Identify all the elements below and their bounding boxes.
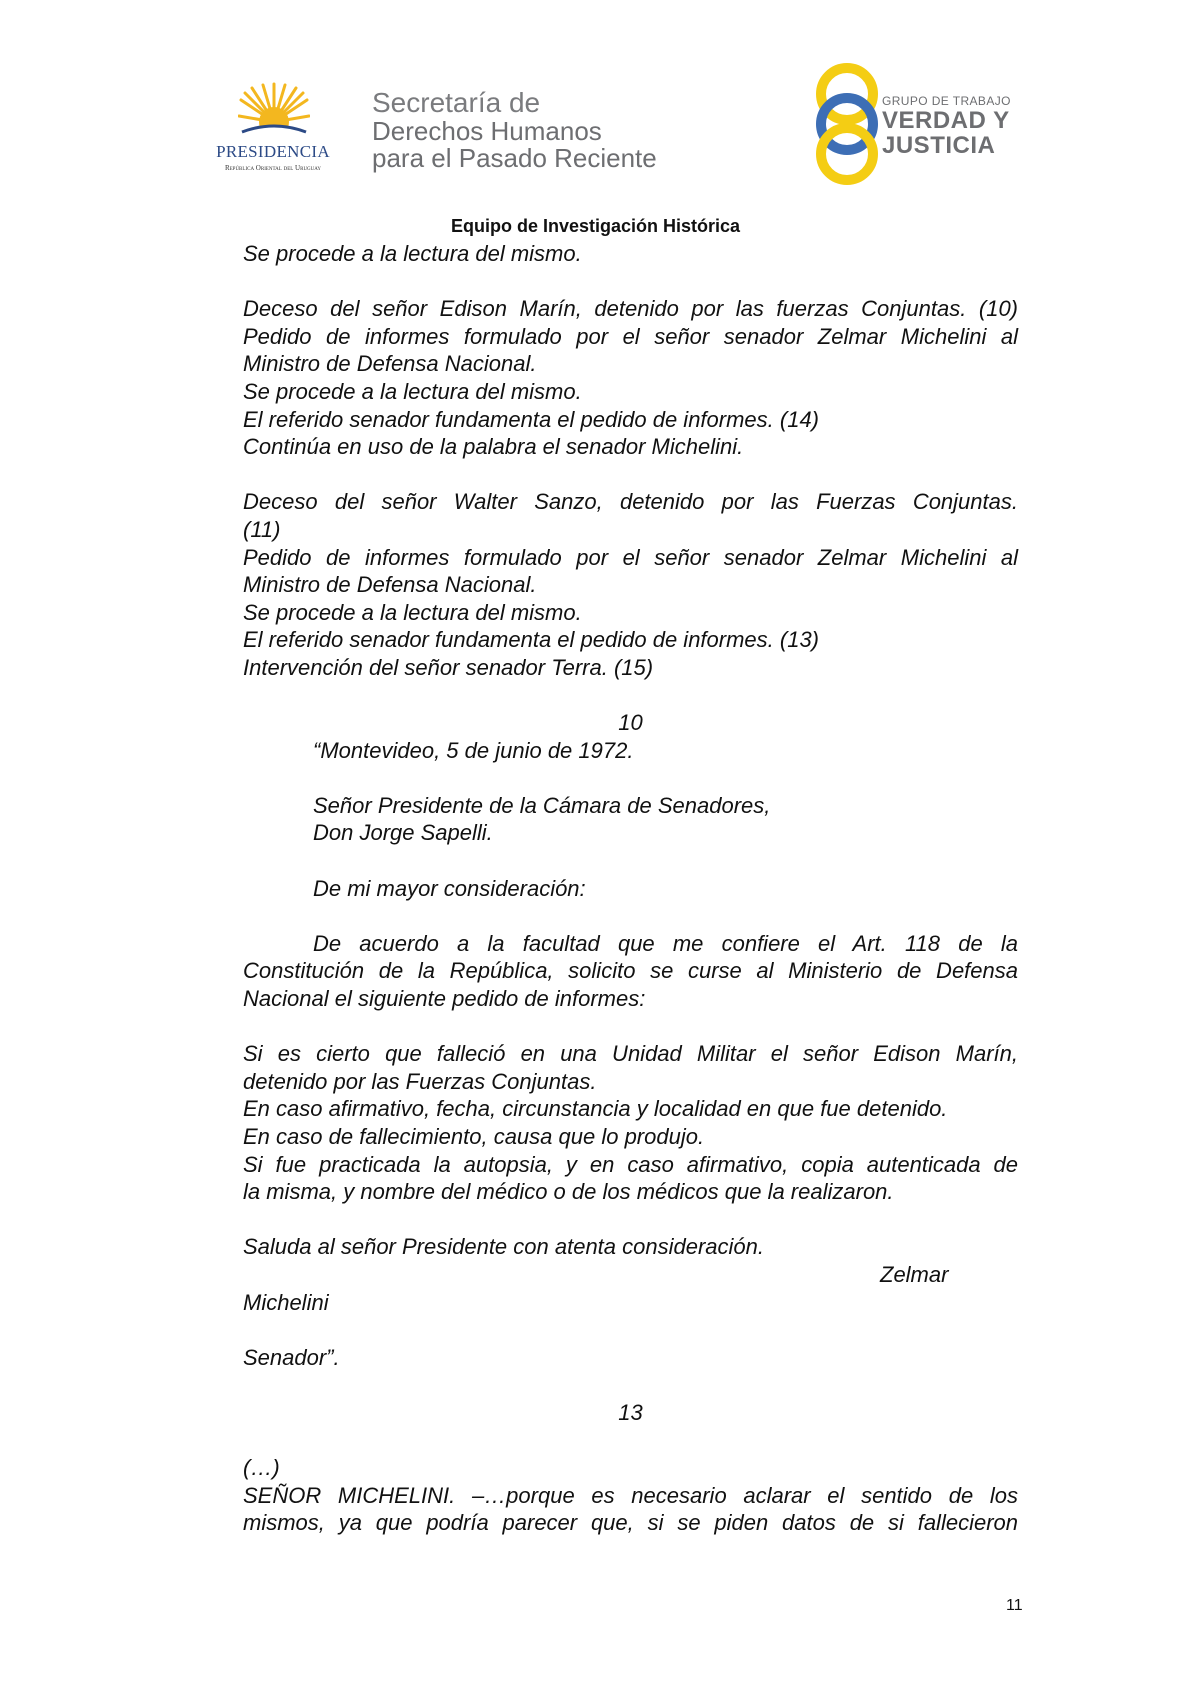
secretaria-logo-text [372, 88, 657, 172]
document-body [243, 240, 1018, 1537]
note-number: 10 [618, 710, 643, 736]
text-line: Se procede a la lectura del mismo. [243, 241, 582, 266]
text-line: Deceso del señor Edison Marín, detenido por las fuerzas Conjuntas. (10) [243, 296, 1018, 322]
text-line: detenido por las Fuerzas Conjuntas. [243, 1068, 597, 1094]
text-line: la misma, y nombre del médico o de los médicos que la realizaron. [243, 1179, 894, 1205]
text-line: SEÑOR MICHELINI. –…porque es necesario aclarar el sentido de los [243, 1482, 1018, 1508]
note-number: 13 [618, 1399, 643, 1425]
page-number: 11 [1006, 1597, 1023, 1614]
text-line: Pedido de informes formulado por el señor senador Zelmar Michelini al [243, 323, 1018, 349]
text-line: En caso afirmativo, fecha, circunstancia y localidad en que fue detenido. [243, 1096, 948, 1122]
text-line: Si fue practicada la autopsia, y en caso afirmativo, copia autenticada de [243, 1151, 1018, 1177]
letter-salutation: De mi mayor consideración: [313, 875, 586, 901]
text-line: De acuerdo a la facultad que me confiere el Art. 118 de la [313, 930, 1018, 956]
text-line: Ministro de Defensa Nacional. [243, 572, 537, 598]
presidencia-logo [198, 82, 348, 182]
text-line: Pedido de informes formulado por el señor senador Zelmar Michelini al [243, 544, 1018, 570]
text-line: Deceso del señor Walter Sanzo, detenido por las Fuerzas Conjuntas. [243, 489, 1018, 515]
text-line: (11) [243, 516, 281, 542]
document-heading: Equipo de Investigación Histórica [450, 216, 741, 236]
text-line: Si es cierto que falleció en una Unidad Militar el señor Edison Marín, [243, 1041, 1018, 1067]
secretaria-line-2: Derechos Humanos [372, 116, 602, 146]
text-line: Se procede a la lectura del mismo. [243, 378, 582, 404]
letter-date: “Montevideo, 5 de junio de 1972. [313, 737, 634, 763]
text-line: Constitución de la República, solicito se curse al Ministerio de Defensa [243, 958, 1018, 984]
text-line: (…) [243, 1455, 280, 1481]
text-line: mismos, ya que podría parecer que, si se piden datos de si fallecieron [243, 1510, 1018, 1536]
grupo-line-2: VERDAD Y [882, 107, 1010, 134]
text-line: Intervención del señor senador Terra. (15) [243, 654, 654, 680]
sun-logo-icon [238, 82, 310, 142]
secretaria-line-1: Secretaría de [372, 87, 541, 118]
presidencia-name: PRESIDENCIA [216, 142, 330, 161]
presidencia-subtitle: República Oriental del Uruguay [224, 164, 322, 172]
signature-first-name: Zelmar [880, 1261, 949, 1287]
page-header [0, 0, 1191, 230]
grupo-trabajo-logo-text [882, 94, 1011, 158]
grupo-line-3: JUSTICIA [882, 132, 996, 159]
text-line: El referido senador fundamenta el pedido de informes. (13) [243, 627, 820, 653]
interlocked-rings-icon [806, 60, 888, 188]
text-line: En caso de fallecimiento, causa que lo produjo. [243, 1124, 705, 1149]
signature-title: Senador”. [243, 1344, 340, 1370]
letter-addressee-name: Don Jorge Sapelli. [313, 820, 493, 846]
secretaria-line-3: para el Pasado Reciente [372, 143, 657, 173]
text-line: Nacional el siguiente pedido de informes: [243, 986, 646, 1012]
text-line: Continúa en uso de la palabra el senador Michelini. [243, 434, 744, 460]
letter-closing: Saluda al señor Presidente con atenta consideración. [243, 1234, 765, 1260]
signature-last-name: Michelini [243, 1289, 329, 1315]
text-line: Se procede a la lectura del mismo. [243, 599, 582, 625]
letter-addressee: Señor Presidente de la Cámara de Senadores, [313, 792, 771, 818]
text-line: Ministro de Defensa Nacional. [243, 351, 537, 377]
text-line: El referido senador fundamenta el pedido de informes. (14) [243, 406, 820, 432]
grupo-line-1: GRUPO DE TRABAJO [882, 94, 1011, 108]
